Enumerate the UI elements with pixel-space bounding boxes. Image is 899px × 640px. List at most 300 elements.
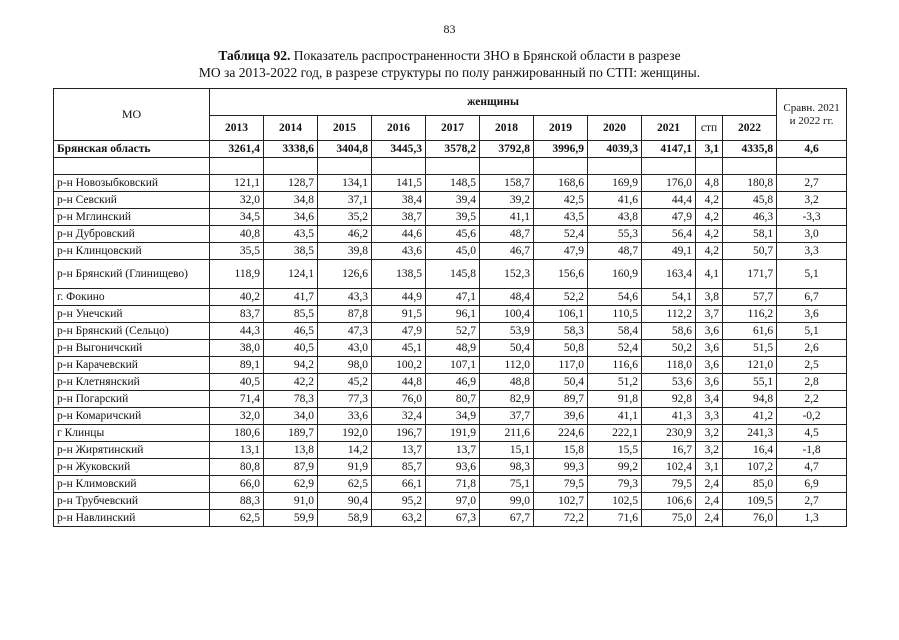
header-mo: МО bbox=[54, 89, 210, 141]
row-value: 71,6 bbox=[588, 510, 642, 527]
row-stp: 3,2 bbox=[696, 425, 723, 442]
row-value: 39,4 bbox=[426, 192, 480, 209]
row-value: 118,9 bbox=[210, 260, 264, 289]
row-value: 102,7 bbox=[534, 493, 588, 510]
row-value-2022: 50,7 bbox=[723, 243, 777, 260]
table-row bbox=[54, 243, 847, 260]
row-stp: 4,8 bbox=[696, 175, 723, 192]
row-compare: 6,7 bbox=[777, 289, 847, 306]
row-stp: 3,2 bbox=[696, 442, 723, 459]
empty-cell bbox=[723, 158, 777, 175]
row-value: 3338,6 bbox=[264, 141, 318, 158]
row-value: 79,5 bbox=[642, 476, 696, 493]
row-compare: 4,7 bbox=[777, 459, 847, 476]
row-value: 85,5 bbox=[264, 306, 318, 323]
row-value: 121,1 bbox=[210, 175, 264, 192]
table-row bbox=[54, 357, 847, 374]
row-stp: 4,2 bbox=[696, 192, 723, 209]
table-caption bbox=[0, 47, 899, 81]
row-value: 58,9 bbox=[318, 510, 372, 527]
row-value-2022: 107,2 bbox=[723, 459, 777, 476]
row-value: 46,9 bbox=[426, 374, 480, 391]
header-year: 2021 bbox=[642, 116, 696, 141]
row-value: 66,0 bbox=[210, 476, 264, 493]
row-compare: 2,2 bbox=[777, 391, 847, 408]
row-value: 56,4 bbox=[642, 226, 696, 243]
row-value: 189,7 bbox=[264, 425, 318, 442]
row-value: 32,0 bbox=[210, 408, 264, 425]
row-value: 90,4 bbox=[318, 493, 372, 510]
row-value: 54,1 bbox=[642, 289, 696, 306]
row-value: 32,4 bbox=[372, 408, 426, 425]
row-name: р-н Клетнянский bbox=[54, 374, 210, 391]
row-value: 41,1 bbox=[588, 408, 642, 425]
row-value: 138,5 bbox=[372, 260, 426, 289]
row-value: 192,0 bbox=[318, 425, 372, 442]
header-stp: стп bbox=[696, 116, 723, 141]
row-stp: 3,6 bbox=[696, 374, 723, 391]
row-value-2022: 121,0 bbox=[723, 357, 777, 374]
table-body bbox=[54, 141, 847, 527]
header-year-2022: 2022 bbox=[723, 116, 777, 141]
row-value-2022: 109,5 bbox=[723, 493, 777, 510]
row-value: 50,2 bbox=[642, 340, 696, 357]
row-value: 44,9 bbox=[372, 289, 426, 306]
row-value-2022: 116,2 bbox=[723, 306, 777, 323]
row-name: р-н Навлинский bbox=[54, 510, 210, 527]
row-value: 42,5 bbox=[534, 192, 588, 209]
row-name: Брянская область bbox=[54, 141, 210, 158]
row-value: 62,9 bbox=[264, 476, 318, 493]
row-compare: -1,8 bbox=[777, 442, 847, 459]
row-value: 124,1 bbox=[264, 260, 318, 289]
row-compare: 3,0 bbox=[777, 226, 847, 243]
row-value: 75,0 bbox=[642, 510, 696, 527]
row-value: 128,7 bbox=[264, 175, 318, 192]
row-value: 168,6 bbox=[534, 175, 588, 192]
row-value: 13,8 bbox=[264, 442, 318, 459]
row-value: 196,7 bbox=[372, 425, 426, 442]
row-value: 176,0 bbox=[642, 175, 696, 192]
row-value: 79,3 bbox=[588, 476, 642, 493]
row-value: 116,6 bbox=[588, 357, 642, 374]
row-value: 39,2 bbox=[480, 192, 534, 209]
header-year: 2013 bbox=[210, 116, 264, 141]
row-value: 158,7 bbox=[480, 175, 534, 192]
row-name: р-н Клинцовский bbox=[54, 243, 210, 260]
row-value: 43,0 bbox=[318, 340, 372, 357]
row-value-2022: 51,5 bbox=[723, 340, 777, 357]
row-value: 80,8 bbox=[210, 459, 264, 476]
row-name: р-н Севский bbox=[54, 192, 210, 209]
row-value: 99,0 bbox=[480, 493, 534, 510]
row-stp: 3,7 bbox=[696, 306, 723, 323]
row-value: 37,7 bbox=[480, 408, 534, 425]
table-row bbox=[54, 374, 847, 391]
row-value: 88,3 bbox=[210, 493, 264, 510]
row-value-2022: 55,1 bbox=[723, 374, 777, 391]
row-value: 117,0 bbox=[534, 357, 588, 374]
empty-cell bbox=[318, 158, 372, 175]
row-compare: 2,8 bbox=[777, 374, 847, 391]
row-value: 51,2 bbox=[588, 374, 642, 391]
row-value: 16,7 bbox=[642, 442, 696, 459]
row-value: 134,1 bbox=[318, 175, 372, 192]
table-row bbox=[54, 340, 847, 357]
row-value: 169,9 bbox=[588, 175, 642, 192]
row-value: 99,3 bbox=[534, 459, 588, 476]
row-value: 40,5 bbox=[210, 374, 264, 391]
row-value: 44,4 bbox=[642, 192, 696, 209]
row-value: 47,9 bbox=[372, 323, 426, 340]
row-value: 58,3 bbox=[534, 323, 588, 340]
row-value: 224,6 bbox=[534, 425, 588, 442]
caption-label: Таблица 92. bbox=[218, 48, 291, 63]
row-value: 52,2 bbox=[534, 289, 588, 306]
row-value: 83,7 bbox=[210, 306, 264, 323]
row-value: 94,2 bbox=[264, 357, 318, 374]
header-year: 2019 bbox=[534, 116, 588, 141]
row-value: 97,0 bbox=[426, 493, 480, 510]
row-value: 44,3 bbox=[210, 323, 264, 340]
row-value: 33,6 bbox=[318, 408, 372, 425]
row-value: 3404,8 bbox=[318, 141, 372, 158]
row-compare: 6,9 bbox=[777, 476, 847, 493]
row-value: 34,5 bbox=[210, 209, 264, 226]
row-value: 49,1 bbox=[642, 243, 696, 260]
row-value: 41,3 bbox=[642, 408, 696, 425]
row-value: 106,6 bbox=[642, 493, 696, 510]
empty-cell bbox=[642, 158, 696, 175]
row-name: р-н Карачевский bbox=[54, 357, 210, 374]
row-value: 62,5 bbox=[210, 510, 264, 527]
table-row bbox=[54, 289, 847, 306]
row-value: 148,5 bbox=[426, 175, 480, 192]
row-value-2022: 41,2 bbox=[723, 408, 777, 425]
row-value: 41,7 bbox=[264, 289, 318, 306]
row-value: 106,1 bbox=[534, 306, 588, 323]
row-value: 15,8 bbox=[534, 442, 588, 459]
row-value: 13,7 bbox=[426, 442, 480, 459]
data-table bbox=[53, 88, 847, 527]
row-value-2022: 94,8 bbox=[723, 391, 777, 408]
row-value: 112,0 bbox=[480, 357, 534, 374]
row-stp: 4,1 bbox=[696, 260, 723, 289]
empty-cell bbox=[210, 158, 264, 175]
row-value: 45,6 bbox=[426, 226, 480, 243]
row-value: 48,8 bbox=[480, 374, 534, 391]
row-value: 87,8 bbox=[318, 306, 372, 323]
row-stp: 3,6 bbox=[696, 357, 723, 374]
table-row bbox=[54, 408, 847, 425]
row-stp: 2,4 bbox=[696, 510, 723, 527]
empty-cell bbox=[696, 158, 723, 175]
row-value: 47,9 bbox=[534, 243, 588, 260]
row-compare: 2,7 bbox=[777, 493, 847, 510]
empty-cell bbox=[426, 158, 480, 175]
row-value: 58,6 bbox=[642, 323, 696, 340]
row-value: 50,4 bbox=[534, 374, 588, 391]
empty-cell bbox=[372, 158, 426, 175]
row-compare: 3,3 bbox=[777, 243, 847, 260]
row-value: 58,4 bbox=[588, 323, 642, 340]
row-name: р-н Климовский bbox=[54, 476, 210, 493]
row-value: 107,1 bbox=[426, 357, 480, 374]
row-value: 82,9 bbox=[480, 391, 534, 408]
row-value-2022: 4335,8 bbox=[723, 141, 777, 158]
row-value: 85,7 bbox=[372, 459, 426, 476]
row-value: 13,1 bbox=[210, 442, 264, 459]
row-value: 40,8 bbox=[210, 226, 264, 243]
row-value: 100,4 bbox=[480, 306, 534, 323]
row-value: 4147,1 bbox=[642, 141, 696, 158]
row-value: 39,8 bbox=[318, 243, 372, 260]
row-value-2022: 46,3 bbox=[723, 209, 777, 226]
row-value: 67,7 bbox=[480, 510, 534, 527]
table-row bbox=[54, 209, 847, 226]
row-compare: 3,2 bbox=[777, 192, 847, 209]
row-value: 40,2 bbox=[210, 289, 264, 306]
table-row bbox=[54, 260, 847, 289]
row-stp: 4,2 bbox=[696, 209, 723, 226]
empty-cell bbox=[480, 158, 534, 175]
row-compare: 4,5 bbox=[777, 425, 847, 442]
row-name: р-н Унечский bbox=[54, 306, 210, 323]
row-stp: 2,4 bbox=[696, 493, 723, 510]
empty-cell bbox=[588, 158, 642, 175]
row-value: 112,2 bbox=[642, 306, 696, 323]
row-stp: 3,4 bbox=[696, 391, 723, 408]
row-compare: 5,1 bbox=[777, 323, 847, 340]
row-stp: 2,4 bbox=[696, 476, 723, 493]
row-name: г Клинцы bbox=[54, 425, 210, 442]
empty-cell bbox=[534, 158, 588, 175]
row-value: 40,5 bbox=[264, 340, 318, 357]
table-row bbox=[54, 425, 847, 442]
row-value: 110,5 bbox=[588, 306, 642, 323]
header-year: 2020 bbox=[588, 116, 642, 141]
row-value: 34,9 bbox=[426, 408, 480, 425]
row-value: 50,8 bbox=[534, 340, 588, 357]
row-value: 87,9 bbox=[264, 459, 318, 476]
row-value: 75,1 bbox=[480, 476, 534, 493]
row-name: р-н Жирятинский bbox=[54, 442, 210, 459]
row-value: 102,5 bbox=[588, 493, 642, 510]
row-value: 91,8 bbox=[588, 391, 642, 408]
row-compare: 2,7 bbox=[777, 175, 847, 192]
row-value: 71,4 bbox=[210, 391, 264, 408]
row-value: 163,4 bbox=[642, 260, 696, 289]
row-value: 43,8 bbox=[588, 209, 642, 226]
row-value: 89,1 bbox=[210, 357, 264, 374]
row-value: 48,9 bbox=[426, 340, 480, 357]
row-value: 79,5 bbox=[534, 476, 588, 493]
row-value: 39,5 bbox=[426, 209, 480, 226]
row-stp: 4,2 bbox=[696, 243, 723, 260]
empty-cell bbox=[777, 158, 847, 175]
row-value: 145,8 bbox=[426, 260, 480, 289]
header-year: 2015 bbox=[318, 116, 372, 141]
row-value: 46,7 bbox=[480, 243, 534, 260]
row-value: 99,2 bbox=[588, 459, 642, 476]
row-value: 43,5 bbox=[534, 209, 588, 226]
row-stp: 3,8 bbox=[696, 289, 723, 306]
row-compare: 5,1 bbox=[777, 260, 847, 289]
row-value: 222,1 bbox=[588, 425, 642, 442]
row-value: 44,6 bbox=[372, 226, 426, 243]
row-value: 98,3 bbox=[480, 459, 534, 476]
row-value: 53,9 bbox=[480, 323, 534, 340]
row-value: 92,8 bbox=[642, 391, 696, 408]
row-value: 48,7 bbox=[588, 243, 642, 260]
row-value: 14,2 bbox=[318, 442, 372, 459]
row-value: 230,9 bbox=[642, 425, 696, 442]
row-compare: 2,5 bbox=[777, 357, 847, 374]
row-name: г. Фокино bbox=[54, 289, 210, 306]
empty-cell bbox=[54, 158, 210, 175]
row-value: 52,4 bbox=[588, 340, 642, 357]
row-value: 46,2 bbox=[318, 226, 372, 243]
header-year: 2017 bbox=[426, 116, 480, 141]
row-value: 100,2 bbox=[372, 357, 426, 374]
row-value: 96,1 bbox=[426, 306, 480, 323]
table-row bbox=[54, 175, 847, 192]
page-number: 83 bbox=[443, 22, 456, 36]
table-row bbox=[54, 192, 847, 209]
table-row bbox=[54, 391, 847, 408]
row-value: 15,5 bbox=[588, 442, 642, 459]
row-stp: 3,6 bbox=[696, 340, 723, 357]
row-value: 43,6 bbox=[372, 243, 426, 260]
row-compare: 1,3 bbox=[777, 510, 847, 527]
row-value: 156,6 bbox=[534, 260, 588, 289]
row-value: 38,4 bbox=[372, 192, 426, 209]
row-value: 59,9 bbox=[264, 510, 318, 527]
row-stp: 3,1 bbox=[696, 141, 723, 158]
row-value: 39,6 bbox=[534, 408, 588, 425]
header-year: 2018 bbox=[480, 116, 534, 141]
table-row bbox=[54, 323, 847, 340]
row-value: 15,1 bbox=[480, 442, 534, 459]
row-value: 98,0 bbox=[318, 357, 372, 374]
header-year: 2014 bbox=[264, 116, 318, 141]
row-value: 38,7 bbox=[372, 209, 426, 226]
row-value: 34,8 bbox=[264, 192, 318, 209]
table-row bbox=[54, 510, 847, 527]
row-value: 126,6 bbox=[318, 260, 372, 289]
row-value: 55,3 bbox=[588, 226, 642, 243]
header-year: 2016 bbox=[372, 116, 426, 141]
row-value-2022: 16,4 bbox=[723, 442, 777, 459]
table-row-total bbox=[54, 141, 847, 158]
row-compare: -0,2 bbox=[777, 408, 847, 425]
row-name: р-н Брянский (Сельцо) bbox=[54, 323, 210, 340]
row-value: 52,7 bbox=[426, 323, 480, 340]
row-value: 62,5 bbox=[318, 476, 372, 493]
row-value: 152,3 bbox=[480, 260, 534, 289]
row-value: 13,7 bbox=[372, 442, 426, 459]
row-value: 32,0 bbox=[210, 192, 264, 209]
row-value: 4039,3 bbox=[588, 141, 642, 158]
row-name: р-н Дубровский bbox=[54, 226, 210, 243]
row-value: 41,6 bbox=[588, 192, 642, 209]
row-value: 95,2 bbox=[372, 493, 426, 510]
row-value: 42,2 bbox=[264, 374, 318, 391]
row-name: р-н Новозыбковский bbox=[54, 175, 210, 192]
row-stp: 3,1 bbox=[696, 459, 723, 476]
row-value-2022: 58,1 bbox=[723, 226, 777, 243]
row-name: р-н Брянский (Глинищево) bbox=[54, 260, 210, 289]
row-value: 3445,3 bbox=[372, 141, 426, 158]
row-value: 160,9 bbox=[588, 260, 642, 289]
row-value: 78,3 bbox=[264, 391, 318, 408]
spacer-row bbox=[54, 158, 847, 175]
row-name: р-н Выгоничский bbox=[54, 340, 210, 357]
row-value-2022: 45,8 bbox=[723, 192, 777, 209]
row-value: 91,5 bbox=[372, 306, 426, 323]
table-row bbox=[54, 306, 847, 323]
row-compare: -3,3 bbox=[777, 209, 847, 226]
row-compare: 2,6 bbox=[777, 340, 847, 357]
row-value: 76,0 bbox=[372, 391, 426, 408]
row-value: 91,9 bbox=[318, 459, 372, 476]
row-value: 45,1 bbox=[372, 340, 426, 357]
row-value-2022: 241,3 bbox=[723, 425, 777, 442]
row-stp: 3,6 bbox=[696, 323, 723, 340]
row-value-2022: 85,0 bbox=[723, 476, 777, 493]
row-value-2022: 76,0 bbox=[723, 510, 777, 527]
row-value-2022: 57,7 bbox=[723, 289, 777, 306]
row-value: 71,8 bbox=[426, 476, 480, 493]
row-name: р-н Комаричский bbox=[54, 408, 210, 425]
row-value: 48,4 bbox=[480, 289, 534, 306]
row-value: 118,0 bbox=[642, 357, 696, 374]
row-name: р-н Трубчевский bbox=[54, 493, 210, 510]
empty-cell bbox=[264, 158, 318, 175]
row-value: 47,9 bbox=[642, 209, 696, 226]
row-value: 180,6 bbox=[210, 425, 264, 442]
row-value: 46,5 bbox=[264, 323, 318, 340]
row-value: 3578,2 bbox=[426, 141, 480, 158]
row-value: 35,2 bbox=[318, 209, 372, 226]
table-row bbox=[54, 476, 847, 493]
row-compare: 3,6 bbox=[777, 306, 847, 323]
row-value: 3792,8 bbox=[480, 141, 534, 158]
table-row bbox=[54, 459, 847, 476]
row-value: 63,2 bbox=[372, 510, 426, 527]
row-value: 34,6 bbox=[264, 209, 318, 226]
row-value: 93,6 bbox=[426, 459, 480, 476]
row-value: 37,1 bbox=[318, 192, 372, 209]
row-value: 211,6 bbox=[480, 425, 534, 442]
table-row bbox=[54, 226, 847, 243]
header-compare: Сравн. 2021 и 2022 гг. bbox=[777, 89, 847, 141]
row-name: р-н Жуковский bbox=[54, 459, 210, 476]
row-value: 38,5 bbox=[264, 243, 318, 260]
row-value: 43,5 bbox=[264, 226, 318, 243]
row-value-2022: 61,6 bbox=[723, 323, 777, 340]
row-value: 77,3 bbox=[318, 391, 372, 408]
row-name: р-н Мглинский bbox=[54, 209, 210, 226]
row-value: 3261,4 bbox=[210, 141, 264, 158]
row-compare: 4,6 bbox=[777, 141, 847, 158]
table-row bbox=[54, 442, 847, 459]
row-value: 66,1 bbox=[372, 476, 426, 493]
row-stp: 4,2 bbox=[696, 226, 723, 243]
row-value: 191,9 bbox=[426, 425, 480, 442]
row-value: 35,5 bbox=[210, 243, 264, 260]
row-value-2022: 171,7 bbox=[723, 260, 777, 289]
